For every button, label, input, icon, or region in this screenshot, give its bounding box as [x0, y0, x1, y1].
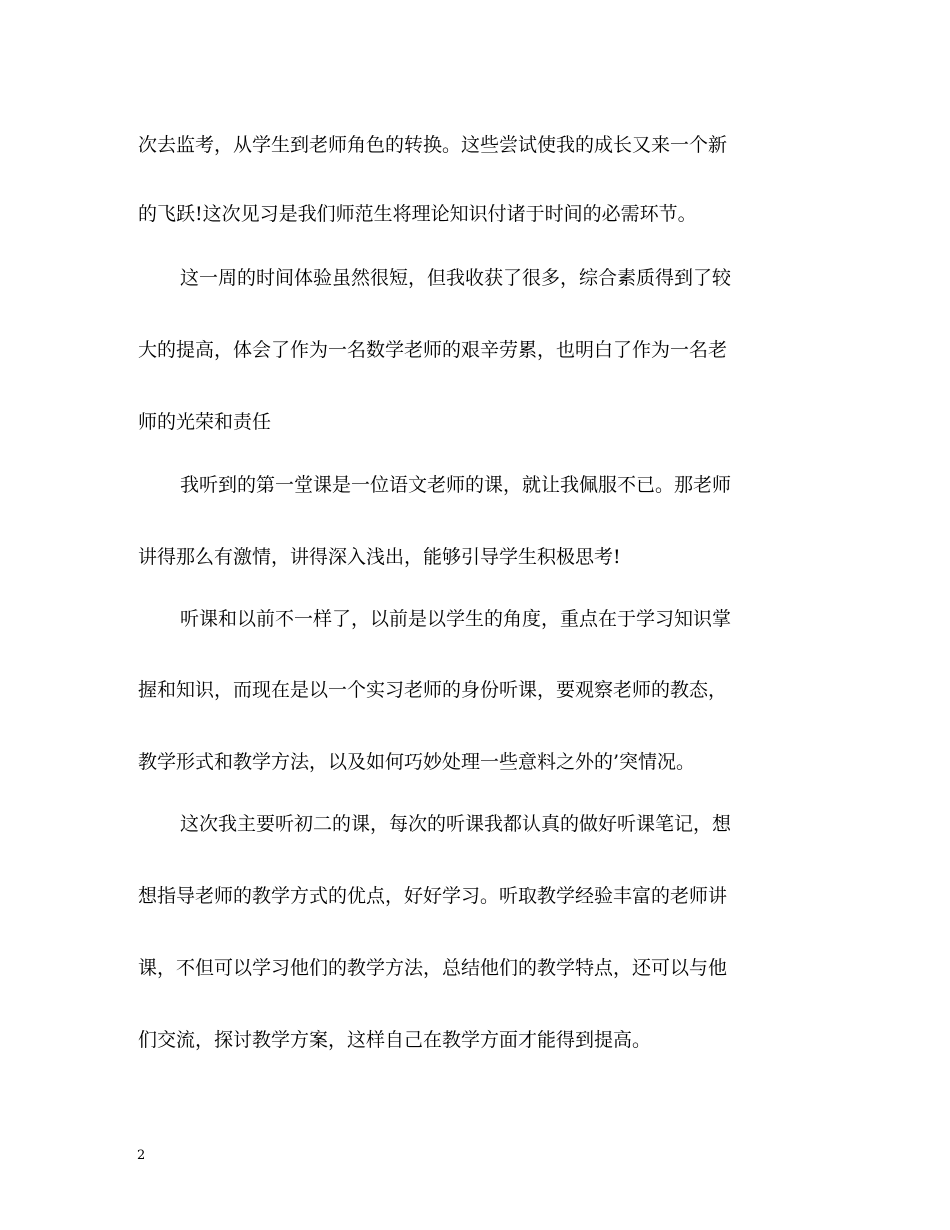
text-line: 讲得那么有激情，讲得深入浅出，能够引导学生积极思考! [138, 546, 621, 568]
paragraph-start-line: 听课和以前不一样了，以前是以学生的角度，重点在于学习知识掌 [180, 608, 732, 630]
text-line: 的飞跃!这次见习是我们师范生将理论知识付诸于时间的必需环节。 [138, 203, 697, 225]
text-line: 想指导老师的教学方式的优点，好好学习。听取教学经验丰富的老师讲 [138, 885, 728, 907]
paragraph-start-line: 这次我主要听初二的课，每次的听课我都认真的做好听课笔记，想 [180, 813, 732, 835]
text-line: 握和知识，而现在是以一个实习老师的身份听课，要观察老师的教态， [138, 679, 728, 701]
text-line: 大的提高，体会了作为一名数学老师的艰辛劳累，也明白了作为一名老 [138, 339, 728, 361]
text-line: 课，不但可以学习他们的教学方法，总结他们的教学特点，还可以与他 [138, 957, 728, 979]
paragraph-start-line: 这一周的时间体验虽然很短，但我收获了很多，综合素质得到了较 [180, 267, 732, 289]
text-line: 们交流，探讨教学方案，这样自己在教学方面才能得到提高。 [138, 1029, 652, 1051]
text-line: 师的光荣和责任 [138, 411, 272, 433]
page-number: 2 [137, 1148, 146, 1163]
text-line: 次去监考，从学生到老师角色的转换。这些尝试使我的成长又来一个新 [138, 134, 728, 156]
paragraph-start-line: 我听到的第一堂课是一位语文老师的课，就让我佩服不已。那老师 [180, 474, 732, 496]
text-line: 教学形式和教学方法，以及如何巧妙处理一些意料之外的’突情况。 [138, 751, 696, 773]
